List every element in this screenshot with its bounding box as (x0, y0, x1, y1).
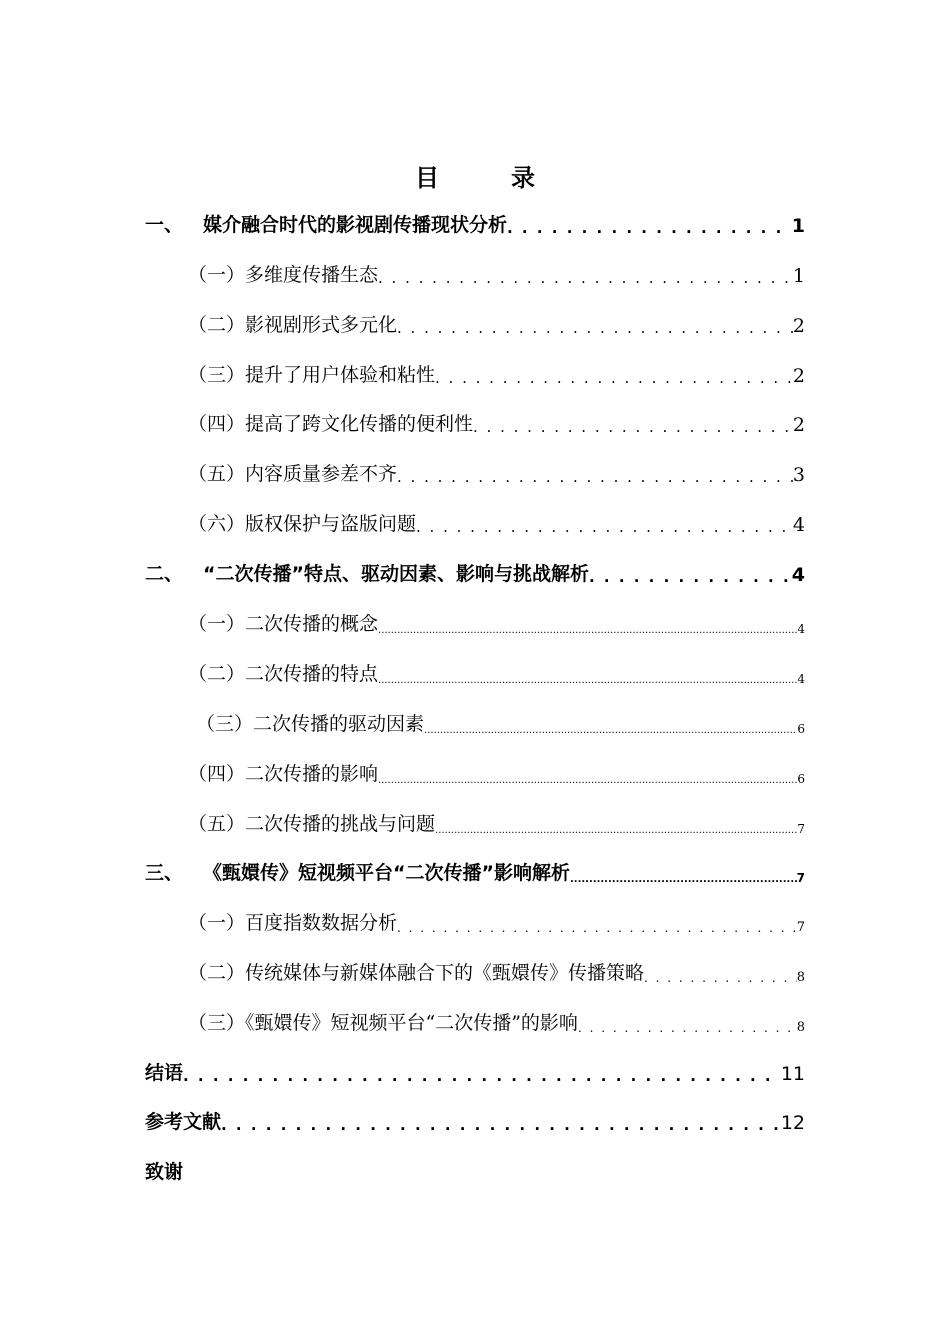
page-number: 2 (792, 365, 805, 387)
toc-entry-1-4[interactable] (188, 406, 805, 436)
dot-leader (416, 518, 793, 536)
entry-label: （三）《甄嬛传》短视频平台“二次传播”的影响 (188, 1012, 578, 1034)
dot-leader (378, 269, 793, 287)
toc-entry-2-3[interactable] (196, 706, 805, 736)
page-number: 4 (792, 514, 805, 536)
page-number: 4 (797, 622, 805, 636)
entry-label: （二）二次传播的特点 (188, 663, 379, 685)
entry-label: （三）二次传播的驱动因素 (196, 713, 425, 735)
dot-leader (435, 369, 793, 387)
toc-entry-2-5[interactable] (188, 806, 805, 836)
entry-label: （一）多维度传播生态 (188, 264, 379, 286)
toc-title: 目 录 (415, 163, 559, 192)
toc-entry-3-3[interactable] (188, 1005, 805, 1035)
page-number: 7 (796, 920, 805, 935)
page-number: 7 (796, 871, 805, 885)
page-number: 8 (796, 970, 805, 985)
chapter-number: 一、 (145, 214, 184, 236)
dot-leader (397, 319, 793, 337)
entry-label: （五）内容质量参差不齐 (188, 463, 398, 485)
toc-entry-2-1[interactable] (188, 606, 805, 636)
entry-label: 致谢 (145, 1161, 184, 1183)
toc-entry-3-1[interactable] (188, 905, 805, 935)
toc-entry-2-4[interactable] (188, 756, 805, 786)
entry-label: （四）提高了跨文化传播的便利性 (188, 413, 474, 435)
entry-label: 结语 (145, 1062, 184, 1084)
dot-leader (435, 825, 797, 836)
entry-label: （二）影视剧形式多元化 (188, 314, 398, 336)
toc-entry-3-2[interactable] (188, 955, 805, 985)
page-number: 2 (792, 315, 805, 337)
dot-leader (589, 568, 792, 586)
page-number: 4 (791, 564, 805, 586)
toc-entry-1-1[interactable] (188, 257, 805, 287)
entry-label: （二）传统媒体与新媒体融合下的《甄嬛传》传播策略 (188, 962, 645, 984)
entry-label: 媒介融合时代的影视剧传播现状分析 (203, 214, 508, 236)
toc-entry-1-2[interactable] (188, 307, 805, 337)
page-number: 6 (797, 722, 805, 736)
page-number: 2 (792, 414, 805, 436)
entry-label: 参考文献 (145, 1111, 222, 1133)
entry-label: 《甄嬛传》短视频平台“二次传播”影响解析 (203, 862, 570, 884)
toc-entry-1-6[interactable] (188, 506, 805, 536)
dot-leader (378, 625, 797, 636)
entry-label: （六）版权保护与盗版问题 (188, 513, 417, 535)
dot-leader (578, 1021, 797, 1035)
dot-leader (570, 874, 797, 885)
dot-leader (378, 675, 797, 686)
toc-entry-chapter-2[interactable] (145, 556, 805, 586)
entry-label: （三）提升了用户体验和粘性 (188, 364, 436, 386)
chapter-number: 二、 (145, 563, 184, 585)
page-number: 7 (797, 822, 805, 836)
page-number: 1 (792, 265, 805, 287)
dot-leader (424, 725, 797, 736)
entry-label: （五）二次传播的挑战与问题 (188, 813, 436, 835)
chapter-number: 三、 (145, 862, 184, 884)
toc-entry-chapter-1[interactable] (145, 207, 805, 237)
page-number: 6 (797, 772, 805, 786)
entry-label: “二次传播”特点、驱动因素、影响与挑战解析 (203, 563, 589, 585)
page-number: 4 (797, 672, 805, 686)
page-number: 11 (780, 1063, 805, 1085)
toc-entry-references[interactable] (145, 1104, 805, 1134)
entry-label: （四）二次传播的影响 (188, 763, 379, 785)
page-number: 8 (796, 1020, 805, 1035)
toc-entry-1-5[interactable] (188, 456, 805, 486)
toc-entry-chapter-3[interactable] (145, 855, 805, 885)
dot-leader (397, 468, 793, 486)
dot-leader (221, 1116, 781, 1134)
entry-label: （一）百度指数数据分析 (188, 912, 398, 934)
dot-leader (397, 921, 797, 935)
dot-leader (473, 418, 793, 436)
page-number: 1 (791, 215, 805, 237)
toc-entry-2-2[interactable] (188, 656, 805, 686)
dot-leader (507, 219, 792, 237)
toc-entry-conclusion[interactable] (145, 1055, 805, 1085)
page-number: 3 (792, 464, 805, 486)
dot-leader (378, 775, 797, 786)
page-number: 12 (780, 1112, 805, 1134)
toc-entry-1-3[interactable] (188, 357, 805, 387)
entry-label: （一）二次传播的概念 (188, 613, 379, 635)
toc-entry-acknowledgements[interactable] (145, 1154, 805, 1184)
dot-leader (183, 1067, 781, 1085)
dot-leader (644, 971, 797, 985)
